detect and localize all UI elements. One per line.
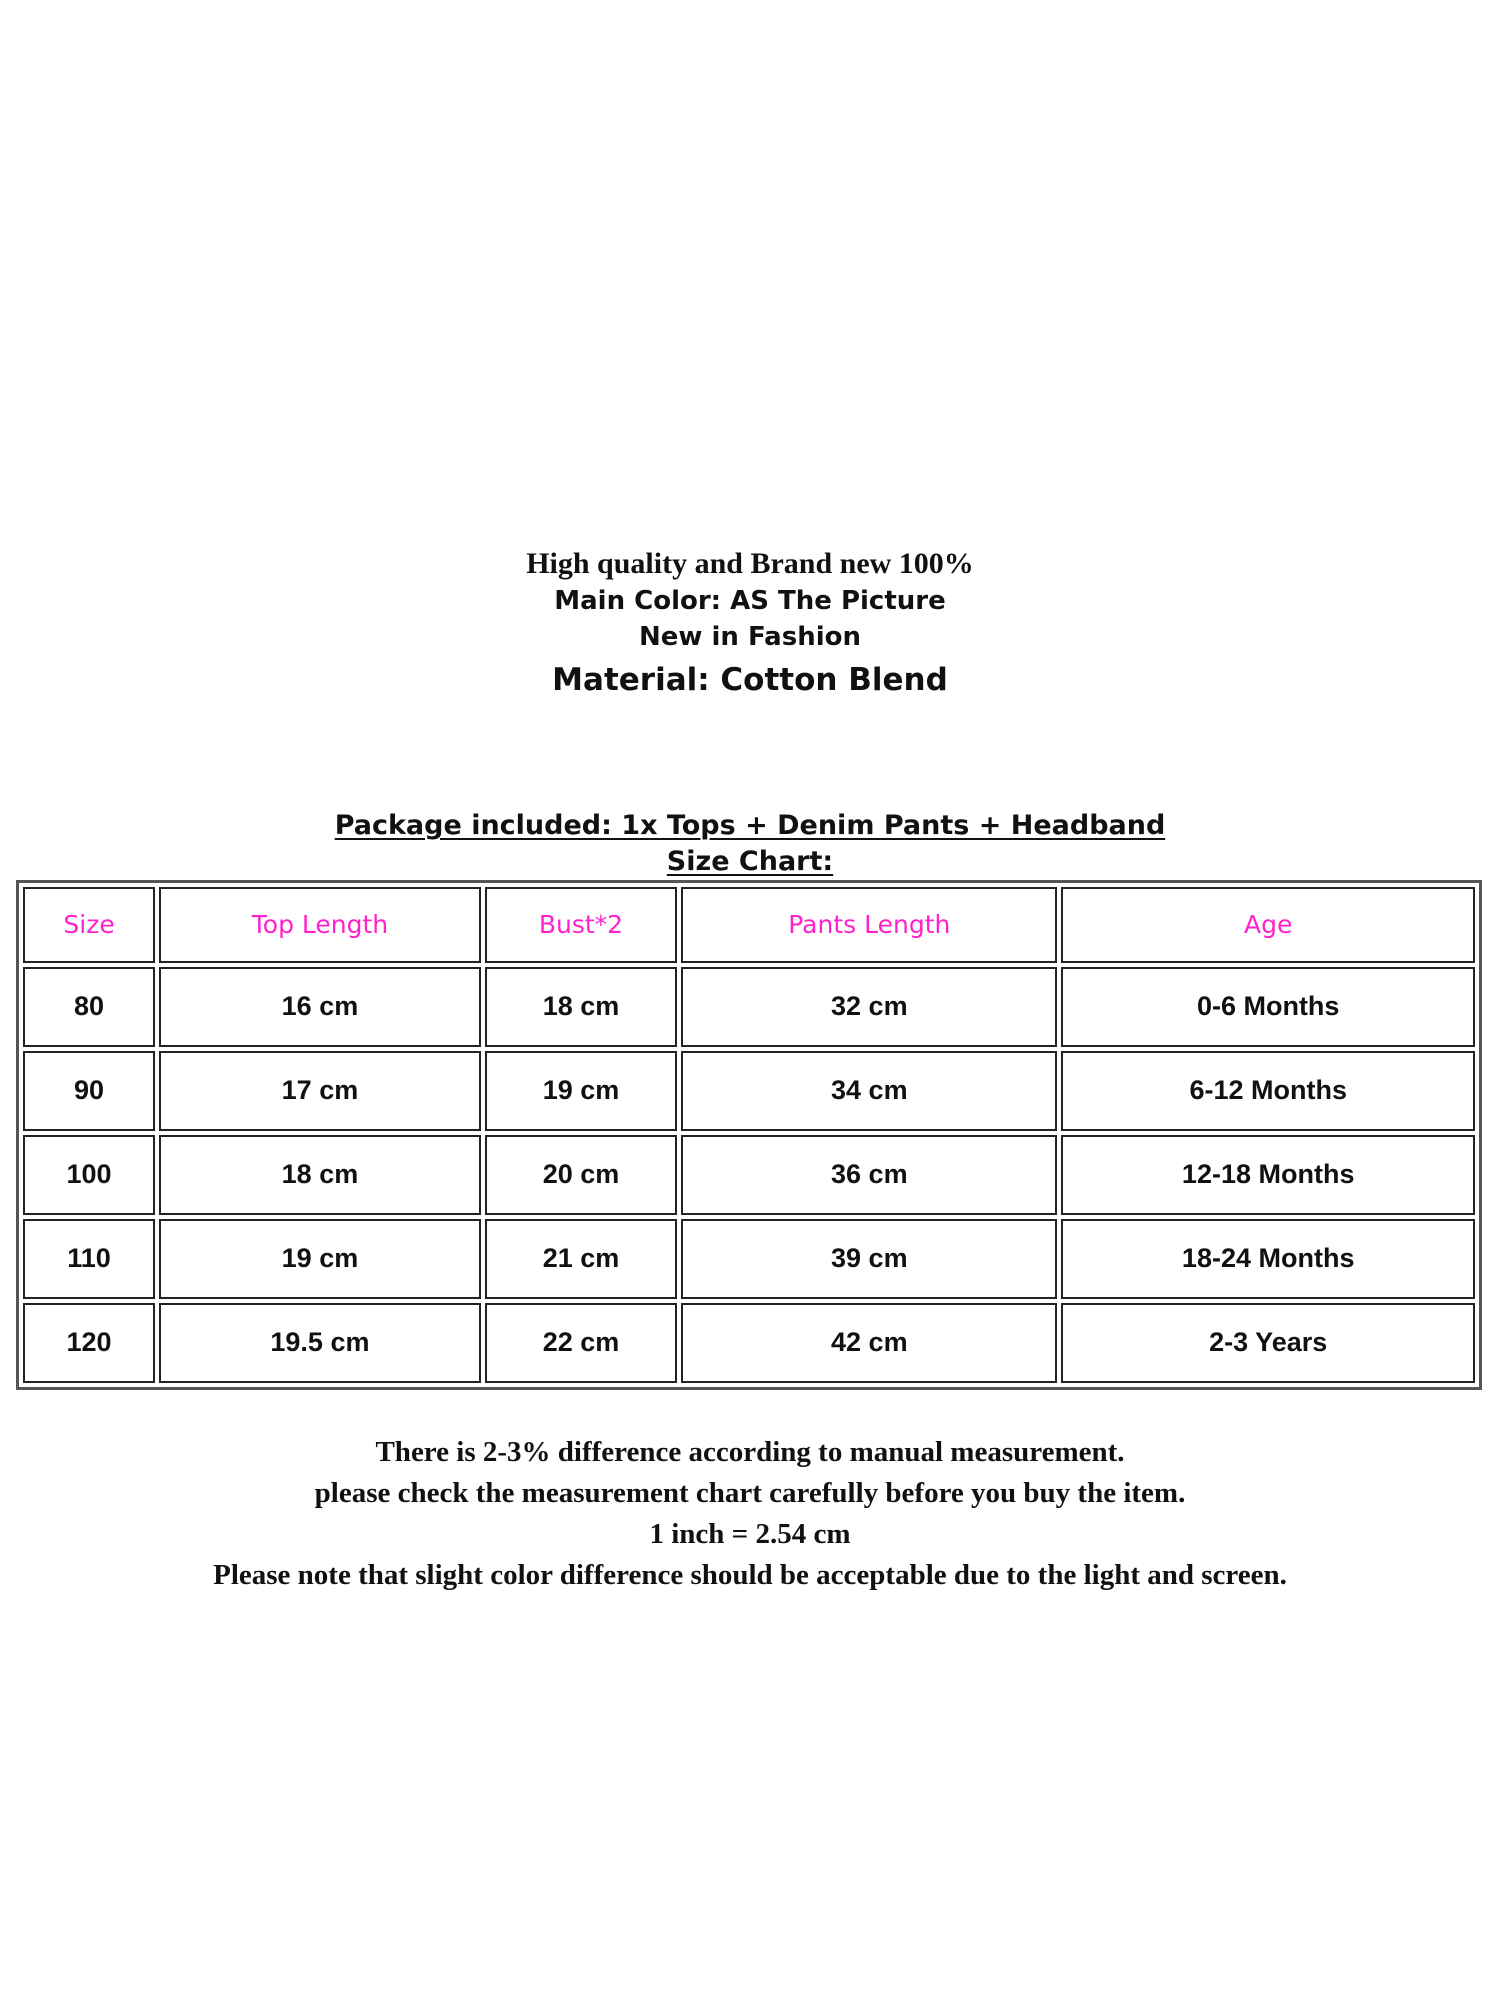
main-color-line: Main Color: AS The Picture xyxy=(554,586,946,616)
size-chart-title: Size Chart: xyxy=(666,846,834,877)
header-pants-length: Pants Length xyxy=(681,887,1057,963)
cell-age: 6-12 Months xyxy=(1061,1051,1475,1131)
table-row xyxy=(23,1135,1475,1215)
material-line: Material: Cotton Blend xyxy=(552,662,948,698)
size-chart-table xyxy=(19,883,1479,1387)
size-chart-table-frame xyxy=(16,880,1482,1390)
note-difference: There is 2-3% difference according to manual measurement. xyxy=(375,1436,1125,1468)
package-included-line: Package included: 1x Tops + Denim Pants + Headband xyxy=(334,810,1166,841)
product-info-header xyxy=(0,545,1500,703)
cell-bust: 21 cm xyxy=(485,1219,677,1299)
cell-pants-length: 42 cm xyxy=(681,1303,1057,1383)
cell-bust: 20 cm xyxy=(485,1135,677,1215)
header-age: Age xyxy=(1061,887,1475,963)
cell-size: 90 xyxy=(23,1051,155,1131)
table-row xyxy=(23,1051,1475,1131)
table-row xyxy=(23,967,1475,1047)
cell-bust: 18 cm xyxy=(485,967,677,1047)
cell-pants-length: 36 cm xyxy=(681,1135,1057,1215)
cell-top-length: 18 cm xyxy=(159,1135,481,1215)
cell-size: 80 xyxy=(23,967,155,1047)
table-header-row xyxy=(23,887,1475,963)
cell-age: 18-24 Months xyxy=(1061,1219,1475,1299)
cell-age: 12-18 Months xyxy=(1061,1135,1475,1215)
note-inch-conversion: 1 inch = 2.54 cm xyxy=(649,1518,851,1550)
cell-age: 0-6 Months xyxy=(1061,967,1475,1047)
cell-size: 120 xyxy=(23,1303,155,1383)
cell-top-length: 17 cm xyxy=(159,1051,481,1131)
cell-bust: 22 cm xyxy=(485,1303,677,1383)
note-color-difference: Please note that slight color difference should be acceptable due to the light and screen. xyxy=(213,1559,1287,1591)
header-bust: Bust*2 xyxy=(485,887,677,963)
header-size: Size xyxy=(23,887,155,963)
package-info xyxy=(0,808,1500,880)
fashion-line: New in Fashion xyxy=(639,622,861,652)
cell-size: 100 xyxy=(23,1135,155,1215)
quality-line: High quality and Brand new 100% xyxy=(526,547,974,580)
table-row xyxy=(23,1303,1475,1383)
table-row xyxy=(23,1219,1475,1299)
cell-top-length: 16 cm xyxy=(159,967,481,1047)
measurement-notes xyxy=(0,1432,1500,1596)
note-check-chart: please check the measurement chart carefully before you buy the item. xyxy=(314,1477,1186,1509)
cell-size: 110 xyxy=(23,1219,155,1299)
cell-top-length: 19.5 cm xyxy=(159,1303,481,1383)
cell-bust: 19 cm xyxy=(485,1051,677,1131)
cell-pants-length: 34 cm xyxy=(681,1051,1057,1131)
header-top-length: Top Length xyxy=(159,887,481,963)
cell-pants-length: 39 cm xyxy=(681,1219,1057,1299)
cell-top-length: 19 cm xyxy=(159,1219,481,1299)
cell-pants-length: 32 cm xyxy=(681,967,1057,1047)
cell-age: 2-3 Years xyxy=(1061,1303,1475,1383)
